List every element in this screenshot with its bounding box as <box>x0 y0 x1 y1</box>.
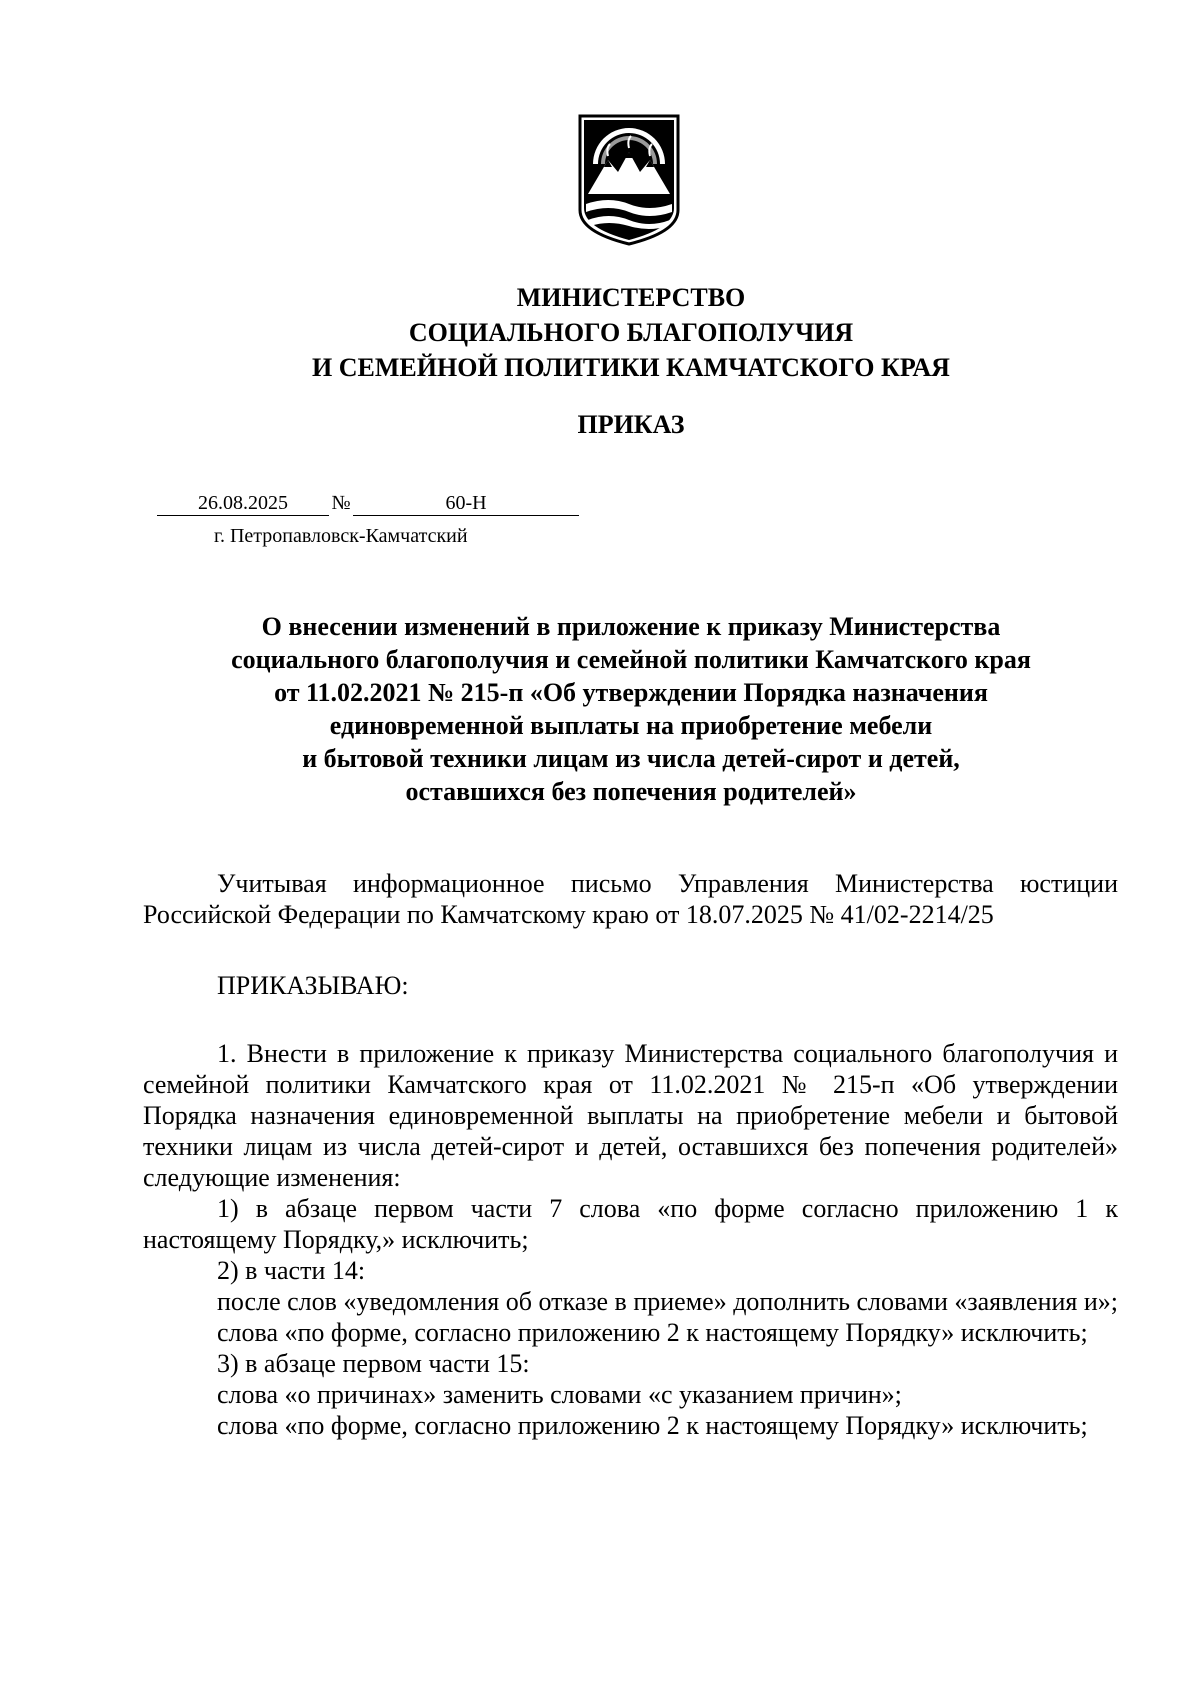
order-item: 2) в части 14: <box>217 1256 366 1285</box>
order-subject <box>0 610 1200 808</box>
order-item: после слов «уведомления об отказе в приеме» дополнить словами «заявления и»; <box>217 1287 1119 1316</box>
document-type: ПРИКАЗ <box>577 410 685 439</box>
order-item: слова «по форме, согласно приложению 2 к настоящему Порядку» исключить; <box>217 1318 1088 1347</box>
order-number: 60-Н <box>353 491 579 516</box>
order-item: слова «о причинах» заменить словами «с указанием причин»; <box>217 1380 902 1409</box>
order-item: 1. Внести в приложение к приказу Министерства социального благополучия и семейной политики Камчатского края от 11.02.2021 № 215-п «Об утверждении Порядка назначения единовременной выплаты на приобретение мебели и бытовой техники лицам из числа детей-сирот и детей, оставшихся без попечения родителей» следующие изменения: <box>143 1039 1118 1192</box>
subject-line: оставшихся без попечения родителей» <box>405 777 857 806</box>
order-items <box>143 1038 1118 1441</box>
order-item: 1) в абзаце первом части 7 слова «по форме согласно приложению 1 к настоящему Порядку,» исключить; <box>143 1194 1118 1254</box>
subject-line: социального благополучия и семейной политики Камчатского края <box>231 645 1031 674</box>
considering-text: Учитывая информационное письмо Управления Министерства юстиции Российской Федерации по Камчатскому краю от 18.07.2025 № 41/02-2214/25 <box>143 869 1118 929</box>
subject-line: и бытовой техники лицам из числа детей-сирот и детей, <box>302 744 960 773</box>
issue-city: г. Петропавловск-Камчатский <box>214 525 468 547</box>
ministry-line: СОЦИАЛЬНОГО БЛАГОПОЛУЧИЯ <box>408 318 854 347</box>
order-word: ПРИКАЗЫВАЮ: <box>217 971 409 1000</box>
kamchatka-coat-of-arms-icon <box>574 112 684 246</box>
subject-line: от 11.02.2021 № 215-п «Об утверждении Порядка назначения <box>274 678 988 707</box>
ministry-line: МИНИСТЕРСТВО <box>516 283 746 312</box>
ministry-name <box>0 280 1200 385</box>
order-item: 3) в абзаце первом части 15: <box>217 1349 530 1378</box>
subject-line: единовременной выплаты на приобретение мебели <box>329 711 933 740</box>
number-sign: № <box>331 492 351 514</box>
considering-paragraph <box>143 868 1118 930</box>
order-item: слова «по форме, согласно приложению 2 к настоящему Порядку» исключить; <box>217 1411 1088 1440</box>
ministry-line: И СЕМЕЙНОЙ ПОЛИТИКИ КАМЧАТСКОГО КРАЯ <box>312 353 950 382</box>
subject-line: О внесении изменений в приложение к приказу Министерства <box>261 612 1001 641</box>
order-date: 26.08.2025 <box>157 491 329 516</box>
